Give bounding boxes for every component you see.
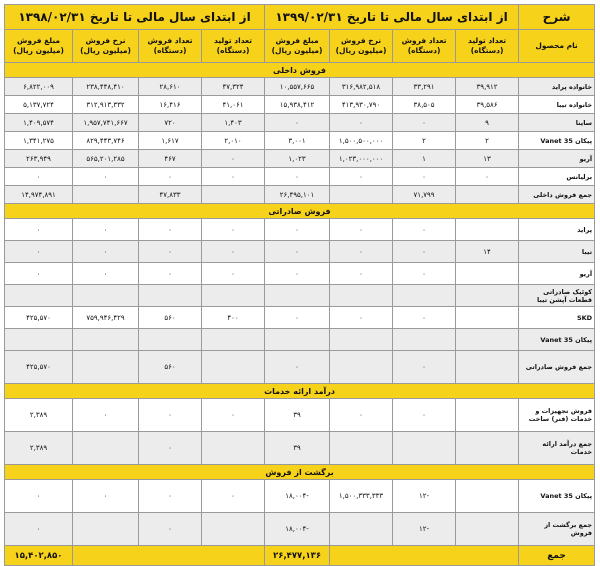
table-row: [5, 150, 595, 168]
cell-c3: ۰: [330, 114, 393, 132]
empty-cell: [330, 546, 519, 566]
cell-c1: [456, 307, 519, 329]
cell-c2: ۰: [393, 351, 456, 384]
cell-c5: [202, 285, 265, 307]
grand-total-1399: ۲۶,۴۷۷,۱۳۶: [265, 546, 330, 566]
cell-c3: ۱,۵۰۰,۳۳۳,۳۳۳: [330, 480, 393, 513]
cell-c8: ۰: [5, 513, 73, 546]
cell-c5: [202, 329, 265, 351]
domestic-sum-row: [5, 186, 595, 204]
col-production-1399: تعداد تولید (دستگاه): [456, 30, 519, 63]
row-label: ساینا: [519, 114, 595, 132]
empty-cell: [73, 546, 265, 566]
grand-total-row: [5, 546, 595, 566]
cell-c7: [73, 432, 139, 465]
cell-c3: ۱,۵۰۰,۵۰۰,۰۰۰: [330, 132, 393, 150]
cell-c5: ۰: [202, 168, 265, 186]
row-label: پراید: [519, 219, 595, 241]
table-row: [5, 168, 595, 186]
row-label: تیبا: [519, 241, 595, 263]
cell-c8: ۱۴,۹۷۴,۸۹۱: [5, 186, 73, 204]
cell-c3: ۰: [330, 399, 393, 432]
header-period-1398: از ابتدای سال مالی تا تاریخ ۱۳۹۸/۰۲/۳۱: [5, 5, 265, 30]
row-label: خانواده پراید: [519, 78, 595, 96]
cell-c5: ۰: [202, 219, 265, 241]
cell-c2: ۰: [393, 399, 456, 432]
cell-c6: ۱,۶۱۷: [139, 132, 202, 150]
col-product-name: نام محصول: [519, 30, 595, 63]
cell-c2: ۰: [393, 219, 456, 241]
cell-c1: ۲: [456, 132, 519, 150]
cell-c2: ۰: [393, 241, 456, 263]
cell-c1: [456, 329, 519, 351]
cell-c4: ۳۹: [265, 399, 330, 432]
cell-c4: ۰: [265, 351, 330, 384]
cell-c3: ۰: [330, 241, 393, 263]
col-sales-count-1399: تعداد فروش (دستگاه): [393, 30, 456, 63]
table-row: [5, 132, 595, 150]
cell-c4: ۳۹: [265, 432, 330, 465]
section-title: فروش صادراتی: [5, 204, 595, 219]
header-period-1399: از ابتدای سال مالی تا تاریخ ۱۳۹۹/۰۲/۳۱: [265, 5, 519, 30]
cell-c8: ۶,۸۲۲,۰۰۹: [5, 78, 73, 96]
cell-c6: ۱۶,۴۱۶: [139, 96, 202, 114]
cell-c3: [330, 285, 393, 307]
col-sales-count-1398: تعداد فروش (دستگاه): [139, 30, 202, 63]
cell-c5: [202, 186, 265, 204]
cell-c8: ۱,۴۰۹,۵۷۴: [5, 114, 73, 132]
row-label: آریو: [519, 263, 595, 285]
cell-c2: ۳۳,۲۹۱: [393, 78, 456, 96]
section-services: [5, 384, 595, 399]
cell-c7: ۳۱۲,۹۱۳,۳۳۲: [73, 96, 139, 114]
cell-c1: [456, 186, 519, 204]
cell-c3: [330, 351, 393, 384]
cell-c8: ۴۲۵,۵۷۰: [5, 351, 73, 384]
cell-c2: ۱: [393, 150, 456, 168]
cell-c1: ۳۹,۹۱۲: [456, 78, 519, 96]
grand-total-1398: ۱۵,۴۰۲,۸۵۰: [5, 546, 73, 566]
cell-c4: -۱۸,۰۰۴: [265, 513, 330, 546]
row-label: جمع فروش صادراتی: [519, 351, 595, 384]
cell-c2: [393, 432, 456, 465]
table-row: [5, 307, 595, 329]
row-label: SKD: [519, 307, 595, 329]
cell-c1: [456, 399, 519, 432]
export-sum-row: [5, 351, 595, 384]
cell-c2: ۰: [393, 307, 456, 329]
cell-c5: ۲,۰۱۰: [202, 132, 265, 150]
cell-c5: ۴۷,۳۲۴: [202, 78, 265, 96]
cell-c1: [456, 219, 519, 241]
table-row: [5, 480, 595, 513]
cell-c8: [5, 329, 73, 351]
cell-c1: ۳۹,۵۸۶: [456, 96, 519, 114]
col-sales-amount-1399: مبلغ فروش (میلیون ریال): [265, 30, 330, 63]
cell-c7: [73, 329, 139, 351]
row-label: آریو: [519, 150, 595, 168]
cell-c5: ۰: [202, 241, 265, 263]
cell-c6: ۰: [139, 219, 202, 241]
cell-c2: ۰: [393, 263, 456, 285]
cell-c7: ۷۵۹,۹۴۶,۴۲۹: [73, 307, 139, 329]
col-sales-rate-1399: نرخ فروش (میلیون ریال): [330, 30, 393, 63]
table-row: [5, 263, 595, 285]
sales-report: [4, 4, 594, 566]
cell-c8: ۲۶۳,۹۴۹: [5, 150, 73, 168]
cell-c8: ۰: [5, 263, 73, 285]
cell-c1: [456, 351, 519, 384]
cell-c6: ۵۶۰: [139, 307, 202, 329]
cell-c2: [393, 285, 456, 307]
cell-c2: ۳۸,۵۰۵: [393, 96, 456, 114]
cell-c5: [202, 351, 265, 384]
cell-c5: [202, 432, 265, 465]
cell-c2: ۲: [393, 132, 456, 150]
col-sales-amount-1398: مبلغ فروش (میلیون ریال): [5, 30, 73, 63]
table-row: [5, 329, 595, 351]
cell-c7: [73, 285, 139, 307]
cell-c4: ۱۰,۵۵۷,۶۶۵: [265, 78, 330, 96]
cell-c1: ۱۴: [456, 241, 519, 263]
cell-c7: ۰: [73, 168, 139, 186]
section-title: فروش داخلی: [5, 63, 595, 78]
table-row: [5, 219, 595, 241]
cell-c4: ۰: [265, 219, 330, 241]
cell-c8: [5, 285, 73, 307]
cell-c4: [265, 329, 330, 351]
cell-c7: ۰: [73, 219, 139, 241]
cell-c6: [139, 329, 202, 351]
cell-c6: ۴۷,۸۳۳: [139, 186, 202, 204]
cell-c4: ۰: [265, 168, 330, 186]
cell-c6: ۲۸,۶۱۰: [139, 78, 202, 96]
col-production-1398: تعداد تولید (دستگاه): [202, 30, 265, 63]
row-label: کوئیک صادراتی قطعات آپشن تیبا: [519, 285, 595, 307]
cell-c5: ۰: [202, 399, 265, 432]
cell-c8: ۲,۳۸۹: [5, 399, 73, 432]
cell-c8: ۴۲۵,۵۷۰: [5, 307, 73, 329]
cell-c3: ۰: [330, 263, 393, 285]
cell-c4: ۰: [265, 263, 330, 285]
row-label: فروش تجهیزات و خدمات (فنر) ساخت: [519, 399, 595, 432]
cell-c3: [330, 186, 393, 204]
cell-c6: ۴۶۷: [139, 150, 202, 168]
row-label: جمع درآمد ارائه خدمات: [519, 432, 595, 465]
cell-c3: [330, 432, 393, 465]
column-header-row: [5, 30, 595, 63]
cell-c3: ۴۱۳,۹۳۰,۷۹۰: [330, 96, 393, 114]
cell-c7: ۰: [73, 399, 139, 432]
cell-c6: ۰: [139, 168, 202, 186]
cell-c2: [393, 329, 456, 351]
table-row: [5, 78, 595, 96]
section-export: [5, 204, 595, 219]
cell-c5: ۴۰۰: [202, 307, 265, 329]
cell-c1: [456, 285, 519, 307]
cell-c7: ۱,۹۵۷,۷۴۱,۶۶۷: [73, 114, 139, 132]
cell-c1: [456, 263, 519, 285]
cell-c8: ۵,۱۳۷,۷۲۴: [5, 96, 73, 114]
cell-c1: ۱۳: [456, 150, 519, 168]
cell-c7: ۵۶۵,۲۰۱,۲۸۵: [73, 150, 139, 168]
cell-c7: [73, 351, 139, 384]
section-title: برگشت از فروش: [5, 465, 595, 480]
cell-c5: ۱,۴۰۳: [202, 114, 265, 132]
cell-c3: [330, 329, 393, 351]
table-row: [5, 399, 595, 432]
cell-c2: -۱۲: [393, 513, 456, 546]
cell-c7: ۰: [73, 241, 139, 263]
cell-c8: ۰: [5, 219, 73, 241]
cell-c6: ۰: [139, 480, 202, 513]
cell-c5: ۴۱,۰۶۱: [202, 96, 265, 114]
sales-table: [4, 4, 595, 566]
cell-c6: [139, 285, 202, 307]
cell-c7: ۰: [73, 480, 139, 513]
cell-c6: ۵۶۰: [139, 351, 202, 384]
cell-c2: -۱۲: [393, 480, 456, 513]
cell-c3: ۰: [330, 307, 393, 329]
cell-c2: ۰: [393, 168, 456, 186]
section-title: درآمد ارائه خدمات: [5, 384, 595, 399]
row-label: خانواده تیبا: [519, 96, 595, 114]
cell-c2: ۰: [393, 114, 456, 132]
cell-c6: ۰: [139, 241, 202, 263]
header-description: شرح: [519, 5, 595, 30]
cell-c7: ۸۲۹,۴۴۳,۷۴۶: [73, 132, 139, 150]
cell-c3: ۳۱۶,۹۸۲,۵۱۸: [330, 78, 393, 96]
cell-c5: ۰: [202, 480, 265, 513]
cell-c3: ۱,۰۲۳,۰۰۰,۰۰۰: [330, 150, 393, 168]
cell-c4: -۱۸,۰۰۴: [265, 480, 330, 513]
row-label: پیکان 35 Vanet: [519, 329, 595, 351]
cell-c8: ۰: [5, 168, 73, 186]
cell-c8: ۰: [5, 241, 73, 263]
cell-c4: [265, 285, 330, 307]
cell-c1: [456, 432, 519, 465]
row-label: جمع برگشت از فروش: [519, 513, 595, 546]
cell-c6: ۰: [139, 399, 202, 432]
cell-c4: ۳,۰۰۱: [265, 132, 330, 150]
row-label: پیکان 35 Vanet: [519, 480, 595, 513]
cell-c7: ۲۳۸,۴۴۸,۴۱۰: [73, 78, 139, 96]
cell-c1: ۰: [456, 168, 519, 186]
cell-c6: ۰: [139, 513, 202, 546]
cell-c7: [73, 186, 139, 204]
section-returns: [5, 465, 595, 480]
header-row: [5, 5, 595, 30]
cell-c4: ۱,۰۲۳: [265, 150, 330, 168]
cell-c4: ۱۵,۹۳۸,۴۱۲: [265, 96, 330, 114]
cell-c6: ۷۲۰: [139, 114, 202, 132]
table-row: [5, 96, 595, 114]
cell-c4: ۰: [265, 241, 330, 263]
cell-c4: ۰: [265, 114, 330, 132]
section-domestic: [5, 63, 595, 78]
cell-c1: ۹: [456, 114, 519, 132]
cell-c7: ۰: [73, 263, 139, 285]
col-sales-rate-1398: نرخ فروش (میلیون ریال): [73, 30, 139, 63]
table-row: [5, 285, 595, 307]
cell-c6: ۰: [139, 432, 202, 465]
cell-c1: [456, 480, 519, 513]
row-label: برلیانس: [519, 168, 595, 186]
cell-c4: ۲۶,۴۹۵,۱۰۱: [265, 186, 330, 204]
row-label: پیکان 35 Vanet: [519, 132, 595, 150]
cell-c2: ۷۱,۷۹۹: [393, 186, 456, 204]
cell-c3: ۰: [330, 168, 393, 186]
grand-total-label: جمع: [519, 546, 595, 566]
cell-c5: ۰: [202, 150, 265, 168]
cell-c5: ۰: [202, 263, 265, 285]
table-row: [5, 114, 595, 132]
service-sum-row: [5, 432, 595, 465]
cell-c4: ۰: [265, 307, 330, 329]
cell-c8: ۱,۳۴۱,۲۷۵: [5, 132, 73, 150]
cell-c8: ۰: [5, 480, 73, 513]
table-row: [5, 241, 595, 263]
cell-c8: ۲,۳۸۹: [5, 432, 73, 465]
cell-c6: ۰: [139, 263, 202, 285]
row-label: جمع فروش داخلی: [519, 186, 595, 204]
cell-c3: ۰: [330, 219, 393, 241]
